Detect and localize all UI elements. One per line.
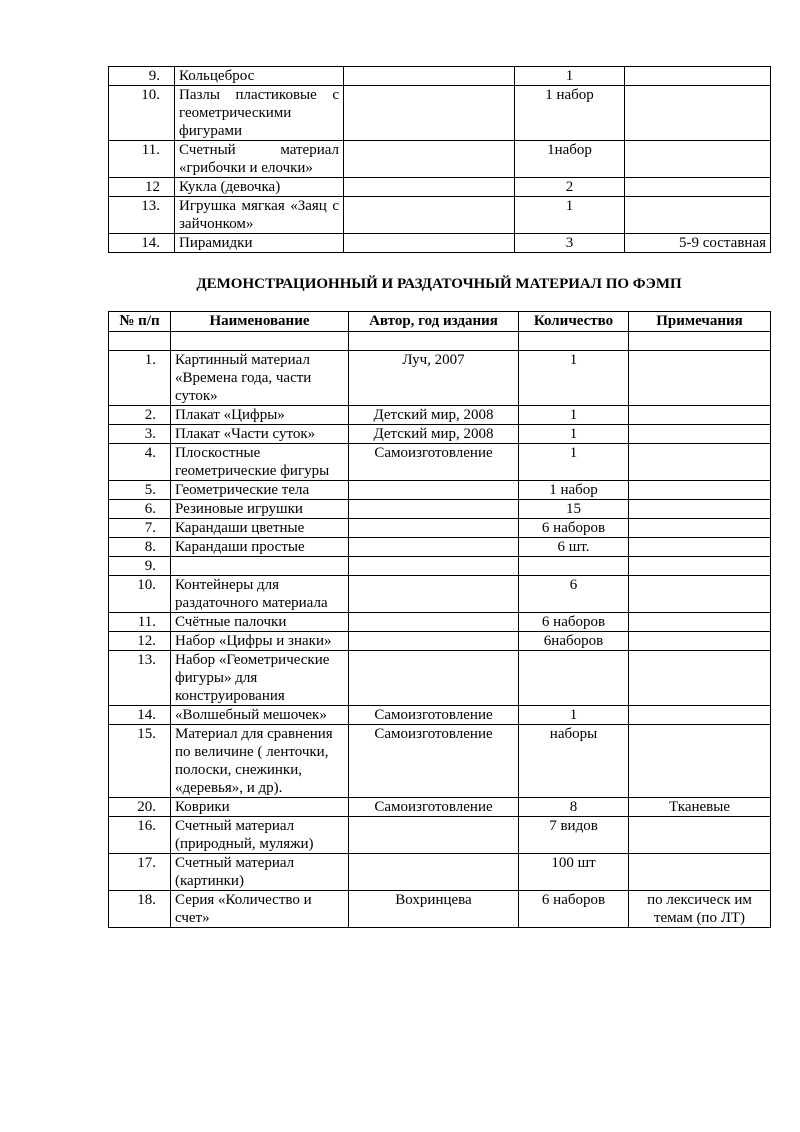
- item-quantity: 8: [519, 798, 629, 817]
- table-row: [109, 444, 771, 481]
- item-note: [629, 557, 771, 576]
- item-name: Серия «Количество и счет»: [171, 891, 349, 928]
- item-author: [349, 632, 519, 651]
- row-number: 4.: [109, 444, 171, 481]
- row-number: 14.: [109, 706, 171, 725]
- row-number: 20.: [109, 798, 171, 817]
- item-author: [349, 817, 519, 854]
- item-quantity: 2: [515, 178, 625, 197]
- item-author: [349, 854, 519, 891]
- item-name: «Волшебный мешочек»: [171, 706, 349, 725]
- row-number: 7.: [109, 519, 171, 538]
- table-row: [109, 500, 771, 519]
- item-name: Плакат «Цифры»: [171, 406, 349, 425]
- item-name: Материал для сравнения по величине ( ленточки, полоски, снежинки, «деревья», и др).: [171, 725, 349, 798]
- table-row: [109, 67, 771, 86]
- item-author: [344, 178, 515, 197]
- item-name: Кукла (девочка): [175, 178, 344, 197]
- table-row: [109, 481, 771, 500]
- row-number: 12: [109, 178, 175, 197]
- row-number: 10.: [109, 86, 175, 141]
- item-note: [629, 725, 771, 798]
- item-name: Плакат «Части суток»: [171, 425, 349, 444]
- table-row: [109, 798, 771, 817]
- item-quantity: 1 набор: [515, 86, 625, 141]
- row-number: 6.: [109, 500, 171, 519]
- table-row: [109, 576, 771, 613]
- row-number: 14.: [109, 234, 175, 253]
- table-row: [109, 706, 771, 725]
- item-note: [629, 332, 771, 351]
- item-name: Счетный материал (картинки): [171, 854, 349, 891]
- femp-materials-table: [108, 311, 771, 928]
- item-author: [349, 332, 519, 351]
- row-number: 9.: [109, 557, 171, 576]
- item-quantity: 1: [515, 67, 625, 86]
- item-quantity: 3: [515, 234, 625, 253]
- item-note: [625, 197, 771, 234]
- item-note: [629, 351, 771, 406]
- item-quantity: 6 наборов: [519, 891, 629, 928]
- item-quantity: 15: [519, 500, 629, 519]
- item-author: [344, 67, 515, 86]
- row-number: 12.: [109, 632, 171, 651]
- item-quantity: 6: [519, 576, 629, 613]
- item-name: Резиновые игрушки: [171, 500, 349, 519]
- column-header-author: Автор, год издания: [349, 312, 519, 332]
- column-header-quantity: Количество: [519, 312, 629, 332]
- item-author: Самоизготовление: [349, 725, 519, 798]
- item-name: Набор «Геометрические фигуры» для конструирования: [171, 651, 349, 706]
- table-row: [109, 891, 771, 928]
- column-header-notes: Примечания: [629, 312, 771, 332]
- table-row: [109, 725, 771, 798]
- item-name: Счетный материал (природный, муляжи): [171, 817, 349, 854]
- item-name: Картинный материал «Времена года, части суток»: [171, 351, 349, 406]
- row-number: [109, 332, 171, 351]
- item-name: Карандаши цветные: [171, 519, 349, 538]
- table-row: [109, 632, 771, 651]
- item-author: [344, 86, 515, 141]
- item-quantity: [519, 651, 629, 706]
- item-note: по лексическ им темам (по ЛТ): [629, 891, 771, 928]
- row-number: 8.: [109, 538, 171, 557]
- row-number: 11.: [109, 613, 171, 632]
- table-row: [109, 86, 771, 141]
- table-row: [109, 332, 771, 351]
- item-name: [171, 332, 349, 351]
- item-author: [344, 141, 515, 178]
- item-quantity: 7 видов: [519, 817, 629, 854]
- row-number: 13.: [109, 651, 171, 706]
- table-row: [109, 817, 771, 854]
- item-quantity: 6 наборов: [519, 613, 629, 632]
- table-row: [109, 234, 771, 253]
- item-name: Счетный материал «грибочки и елочки»: [175, 141, 344, 178]
- row-number: 13.: [109, 197, 175, 234]
- row-number: 17.: [109, 854, 171, 891]
- row-number: 10.: [109, 576, 171, 613]
- item-author: [349, 651, 519, 706]
- item-quantity: 1 набор: [519, 481, 629, 500]
- table-row: [109, 651, 771, 706]
- item-name: Плоскостные геометрические фигуры: [171, 444, 349, 481]
- table-row: [109, 351, 771, 406]
- item-note: [629, 817, 771, 854]
- item-note: [629, 854, 771, 891]
- item-quantity: 1: [519, 444, 629, 481]
- row-number: 15.: [109, 725, 171, 798]
- table-row: [109, 178, 771, 197]
- table-row: [109, 557, 771, 576]
- item-quantity: 6 наборов: [519, 519, 629, 538]
- row-number: 16.: [109, 817, 171, 854]
- item-quantity: [519, 557, 629, 576]
- item-author: [349, 576, 519, 613]
- table-row: [109, 613, 771, 632]
- item-quantity: 1: [519, 351, 629, 406]
- item-note: [625, 86, 771, 141]
- item-note: [629, 538, 771, 557]
- table-row: [109, 197, 771, 234]
- item-note: [629, 613, 771, 632]
- table-row: [109, 141, 771, 178]
- item-quantity: 1: [515, 197, 625, 234]
- item-name: Геометрические тела: [171, 481, 349, 500]
- table-header-row: [109, 312, 771, 332]
- section-heading: ДЕМОНСТРАЦИОННЫЙ И РАЗДАТОЧНЫЙ МАТЕРИАЛ ПО ФЭМП: [196, 276, 682, 292]
- item-author: Детский мир, 2008: [349, 406, 519, 425]
- item-author: Самоизготовление: [349, 444, 519, 481]
- item-note: [629, 481, 771, 500]
- item-note: Тканевые: [629, 798, 771, 817]
- item-author: [349, 557, 519, 576]
- item-name: Карандаши простые: [171, 538, 349, 557]
- item-author: Луч, 2007: [349, 351, 519, 406]
- item-note: [629, 406, 771, 425]
- item-note: [625, 141, 771, 178]
- item-note: [629, 576, 771, 613]
- item-note: [629, 651, 771, 706]
- item-name: [171, 557, 349, 576]
- item-author: [349, 613, 519, 632]
- item-author: Вохринцева: [349, 891, 519, 928]
- item-note: [629, 632, 771, 651]
- item-name: Коврики: [171, 798, 349, 817]
- row-number: 5.: [109, 481, 171, 500]
- item-quantity: 1набор: [515, 141, 625, 178]
- item-quantity: 1: [519, 425, 629, 444]
- table-row: [109, 519, 771, 538]
- item-note: [629, 500, 771, 519]
- item-note: [625, 178, 771, 197]
- table-row: [109, 425, 771, 444]
- column-header-name: Наименование: [171, 312, 349, 332]
- item-name: Набор «Цифры и знаки»: [171, 632, 349, 651]
- row-number: 18.: [109, 891, 171, 928]
- table-row: [109, 406, 771, 425]
- row-number: 11.: [109, 141, 175, 178]
- item-author: [344, 234, 515, 253]
- row-number: 2.: [109, 406, 171, 425]
- item-author: Самоизготовление: [349, 798, 519, 817]
- item-name: Игрушка мягкая «Заяц с зайчонком»: [175, 197, 344, 234]
- row-number: 1.: [109, 351, 171, 406]
- item-quantity: 1: [519, 706, 629, 725]
- item-author: [349, 538, 519, 557]
- item-note: [629, 425, 771, 444]
- item-author: [349, 481, 519, 500]
- item-note: [629, 706, 771, 725]
- item-note: [629, 519, 771, 538]
- item-quantity: 100 шт: [519, 854, 629, 891]
- item-author: Детский мир, 2008: [349, 425, 519, 444]
- item-author: [349, 519, 519, 538]
- item-quantity: 6наборов: [519, 632, 629, 651]
- row-number: 3.: [109, 425, 171, 444]
- item-name: Контейнеры для раздаточного материала: [171, 576, 349, 613]
- item-name: Пазлы пластиковые с геометрическими фигурами: [175, 86, 344, 141]
- item-quantity: [519, 332, 629, 351]
- item-name: Кольцеброс: [175, 67, 344, 86]
- item-note: [625, 67, 771, 86]
- item-author: [344, 197, 515, 234]
- item-name: Счётные палочки: [171, 613, 349, 632]
- item-name: Пирамидки: [175, 234, 344, 253]
- item-quantity: 1: [519, 406, 629, 425]
- row-number: 9.: [109, 67, 175, 86]
- column-header-number: № п/п: [109, 312, 171, 332]
- inventory-table-continued: [108, 66, 771, 253]
- item-note: 5-9 составная: [625, 234, 771, 253]
- item-author: Самоизготовление: [349, 706, 519, 725]
- table-row: [109, 854, 771, 891]
- item-quantity: 6 шт.: [519, 538, 629, 557]
- item-author: [349, 500, 519, 519]
- item-quantity: наборы: [519, 725, 629, 798]
- table-row: [109, 538, 771, 557]
- item-note: [629, 444, 771, 481]
